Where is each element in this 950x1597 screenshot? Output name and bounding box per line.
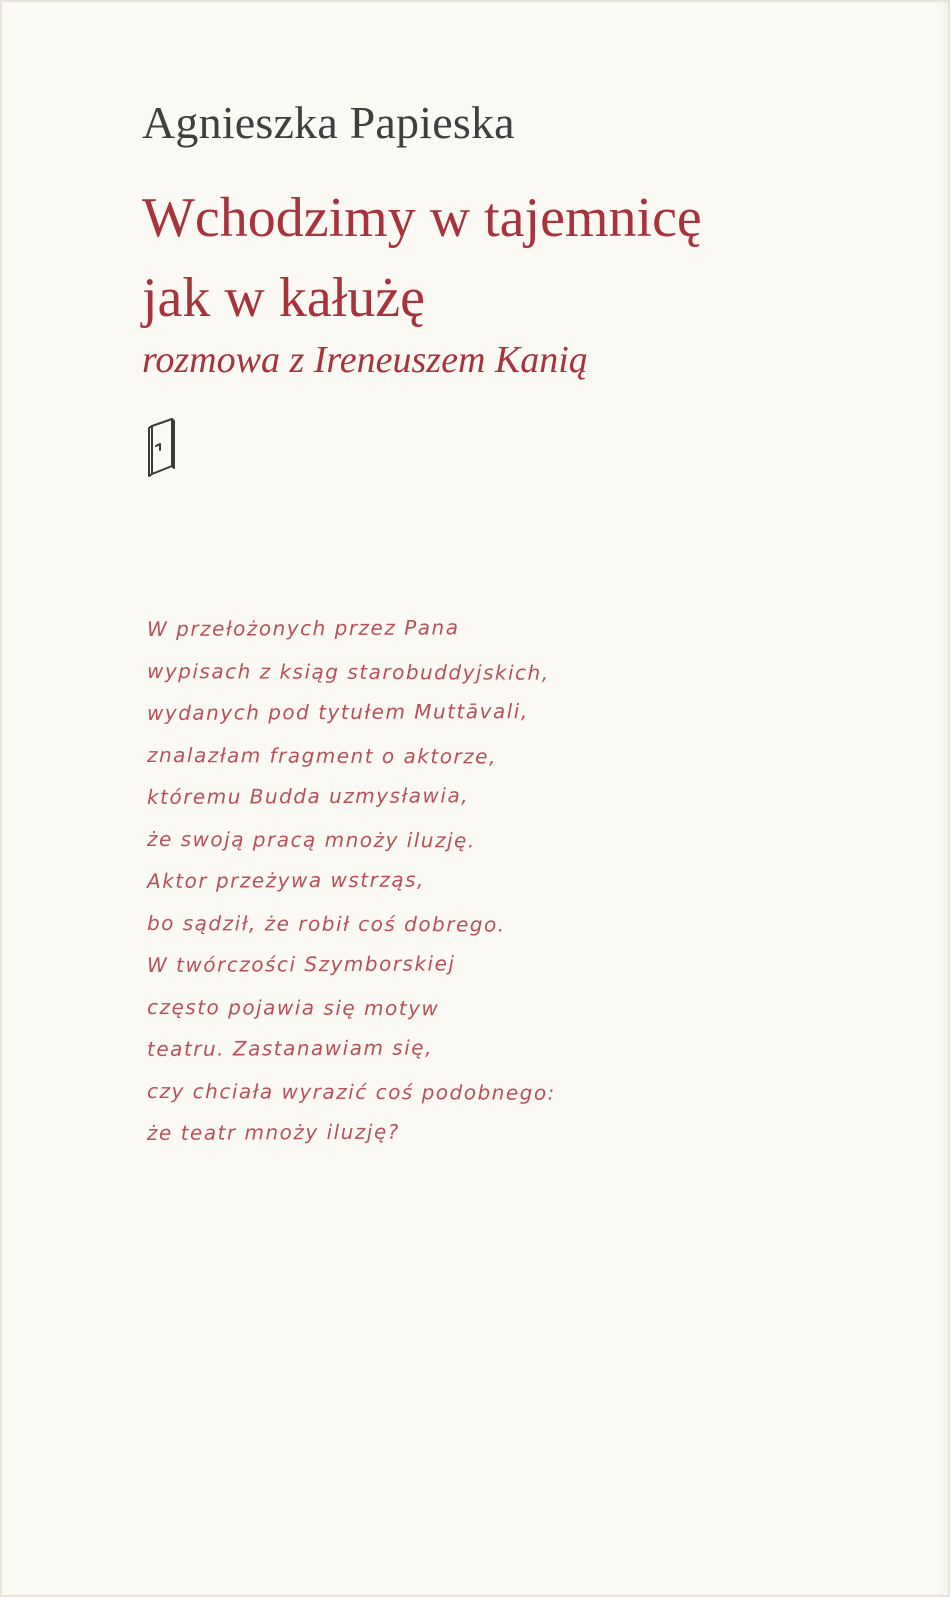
- publisher-book-icon: [146, 416, 178, 482]
- handwritten-line: często pojawia się motyw: [146, 995, 440, 1021]
- handwritten-line: W przełożonych przez Pana: [146, 615, 460, 641]
- handwritten-line: wypisach z ksiąg starobuddyjskich,: [146, 659, 550, 685]
- handwritten-line: że teatr mnoży iluzję?: [146, 1119, 400, 1145]
- handwritten-line: czy chciała wyrazić coś podobnego:: [146, 1079, 556, 1105]
- book-title-line-1: Wchodzimy w tajemnicę: [142, 187, 702, 249]
- handwritten-line: bo sądził, że robił coś dobrego.: [146, 911, 506, 937]
- handwritten-line: W twórczości Szymborskiej: [146, 951, 456, 977]
- handwritten-line: któremu Budda uzmysławia,: [146, 783, 470, 809]
- handwritten-line: Aktor przeżywa wstrząs,: [146, 867, 425, 893]
- handwritten-line: teatru. Zastanawiam się,: [146, 1035, 433, 1061]
- book-title: [142, 178, 902, 338]
- book-title-line-2: jak w kałużę: [142, 267, 425, 329]
- handwritten-line: że swoją pracą mnoży iluzję.: [146, 827, 476, 853]
- handwritten-line: znalazłam fragment o aktorze,: [146, 743, 497, 769]
- book-subtitle: rozmowa z Ireneuszem Kanią: [142, 339, 588, 381]
- handwritten-note: [147, 608, 847, 1154]
- author-name: Agnieszka Papieska: [142, 97, 515, 148]
- handwritten-line: wydanych pod tytułem Muttāvali,: [146, 699, 529, 725]
